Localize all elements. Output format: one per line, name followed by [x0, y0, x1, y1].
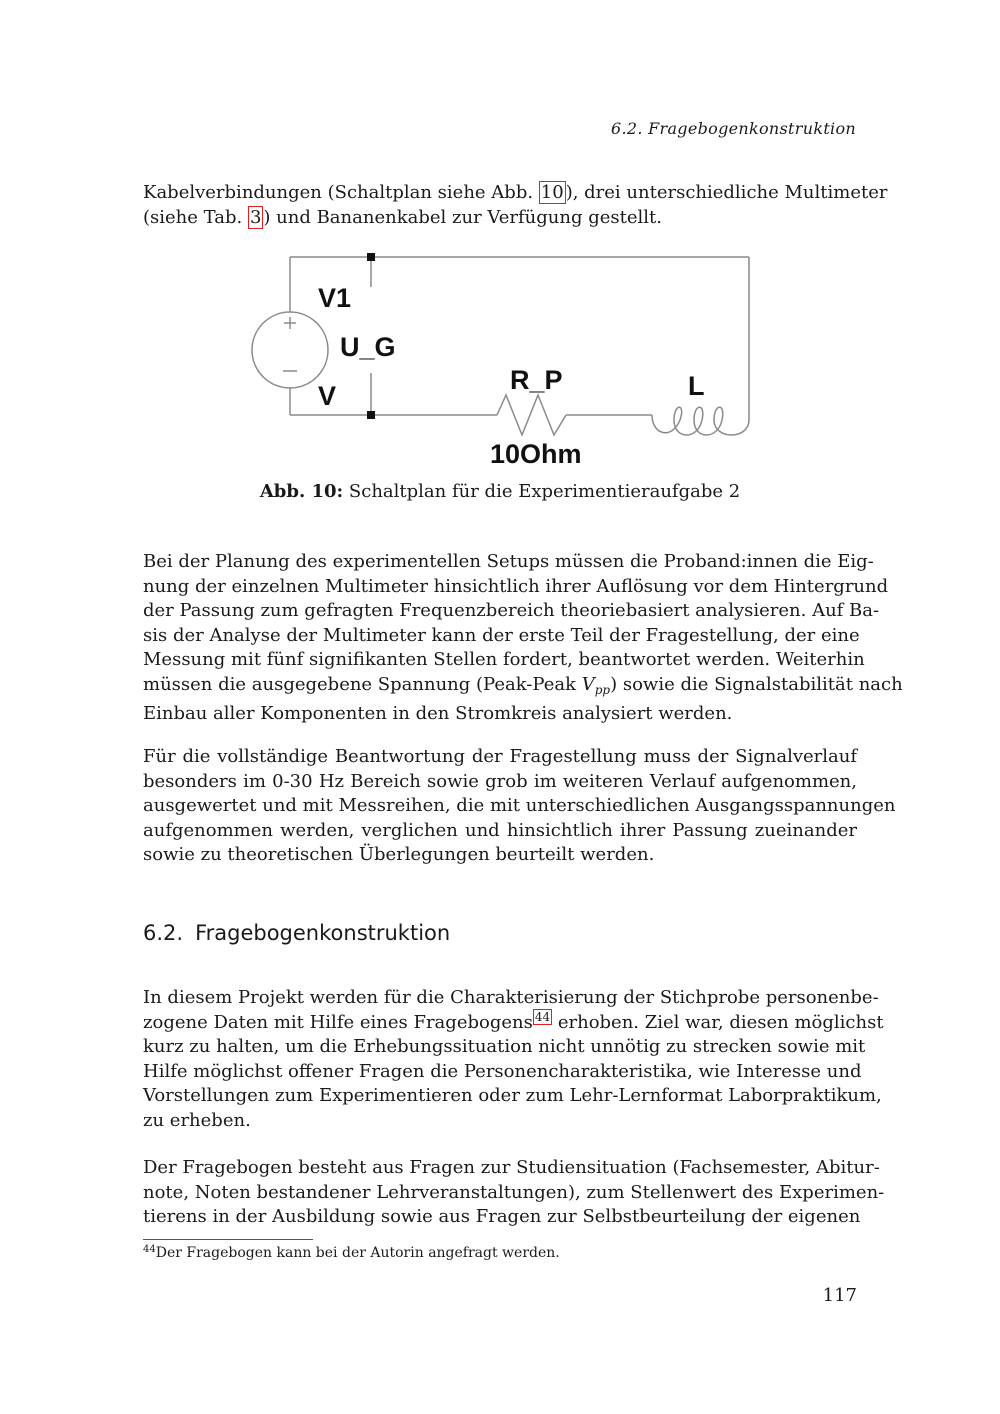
caption-text: Schaltplan für die Experimentieraufgabe 2 [343, 481, 741, 502]
intro-text: ) und Bananenkabel zur Verfügung gestellt. [263, 206, 662, 228]
section-title: Fragebogenkonstruktion [195, 921, 451, 945]
text-line: Bei der Planung des experimentellen Setups müssen die Proband:innen die Eig- [143, 551, 874, 572]
text-line: Einbau aller Komponenten in den Stromkreis analysiert werden. [143, 703, 733, 724]
text-line: Hilfe möglichst offener Fragen die Personencharakteristika, wie Interesse und [143, 1060, 862, 1082]
footnote-reference-link[interactable]: 44 [534, 1009, 551, 1024]
text-line: aufgenommen werden, verglichen und hinsichtlich ihrer Passung zueinander [143, 819, 857, 841]
text-line: nung der einzelnen Multimeter hinsichtlich ihrer Auflösung vor dem Hintergrund [143, 575, 889, 597]
text-line: zu erheben. [143, 1109, 251, 1131]
intro-text: Kabelverbindungen (Schaltplan siehe Abb. [143, 182, 539, 203]
text-fragment: erhoben. Ziel war, diesen möglichst [552, 1011, 884, 1033]
terminal-node-top [367, 253, 375, 261]
text-line: der Passung zum gefragten Frequenzbereich theoriebasiert analysieren. Auf Ba- [143, 600, 880, 621]
section-number: 6.2. [143, 921, 184, 945]
intro-text: ), drei unterschiedliche Multimeter [565, 182, 888, 203]
inductor-name-label: L [688, 371, 705, 401]
text-line: sis der Analyse der Multimeter kann der erste Teil der Fragestellung, der eine [143, 624, 860, 646]
source-unit-label: V [318, 381, 337, 411]
voltage-subscript: pp [594, 682, 611, 697]
text-line: Messung mit fünf signifikanten Stellen fordert, beantwortet werden. Weiterhin [143, 649, 865, 670]
intro-paragraph [143, 181, 888, 230]
source-value-label: U_G [340, 332, 396, 362]
text-fragment: zogene Daten mit Hilfe eines Fragebogens [143, 1011, 533, 1033]
section-heading [143, 921, 450, 945]
text-line [143, 1009, 884, 1036]
resistor-value-label: 10Ohm [490, 439, 582, 469]
table-reference-link[interactable]: 3 [249, 206, 262, 228]
text-line: kurz zu halten, um die Erhebungssituation nicht unnötig zu strecken sowie mit [143, 1036, 866, 1057]
resistor-symbol [497, 395, 566, 435]
footnote-text: Der Fragebogen kann bei der Autorin angefragt werden. [155, 1245, 560, 1261]
caption-label: Abb. 10: [259, 481, 344, 502]
terminal-node-bottom [367, 411, 375, 419]
paragraph-signal-analysis [143, 745, 896, 868]
text-line: In diesem Projekt werden für die Charakterisierung der Stichprobe personenbe- [143, 987, 879, 1008]
text-line: note, Noten bestandener Lehrveranstaltungen), zum Stellenwert des Experimen- [143, 1181, 885, 1203]
intro-line-1 [143, 181, 888, 206]
voltage-variable: V [581, 673, 595, 695]
text-line: Für die vollständige Beantwortung der Fragestellung muss der Signalverlauf [143, 746, 857, 767]
text-line: tierens in der Ausbildung sowie aus Fragen zur Selbstbeurteilung der eigenen [143, 1206, 861, 1227]
footnote [143, 1244, 560, 1261]
paragraph-questionnaire-intro [143, 986, 884, 1133]
running-head: 6.2. Fragebogenkonstruktion [610, 119, 856, 138]
text-fragment: ) sowie die Signalstabilität nach [610, 673, 903, 695]
intro-text: (siehe Tab. [143, 206, 248, 228]
source-name-label: V1 [318, 283, 352, 313]
text-line [143, 673, 903, 703]
text-fragment: müssen die ausgegebene Spannung (Peak-Peak [143, 673, 582, 695]
paragraph-questionnaire-content [143, 1156, 885, 1230]
text-line: Der Fragebogen besteht aus Fragen zur Studiensituation (Fachsemester, Abitur- [143, 1157, 880, 1178]
text-line: besonders im 0-30 Hz Bereich sowie grob im weiteren Verlauf aufgenommen, [143, 770, 857, 792]
footnote-marker: 44 [143, 1244, 156, 1255]
inductor-symbol [652, 407, 749, 435]
text-line: sowie zu theoretischen Überlegungen beurteilt werden. [143, 844, 655, 865]
figure-reference-link[interactable]: 10 [540, 182, 564, 203]
figure-caption [0, 481, 1000, 502]
resistor-name-label: R_P [510, 365, 563, 395]
circuit-diagram [240, 245, 760, 475]
text-line: Vorstellungen zum Experimentieren oder zum Lehr-Lernformat Laborpraktikum, [143, 1085, 882, 1106]
footnote-divider [143, 1239, 313, 1240]
intro-line-2 [143, 206, 857, 231]
paragraph-setup-planning [143, 550, 903, 727]
page-number: 117 [822, 1285, 857, 1306]
text-line: ausgewertet und mit Messreihen, die mit unterschiedlichen Ausgangsspannungen [143, 795, 896, 816]
